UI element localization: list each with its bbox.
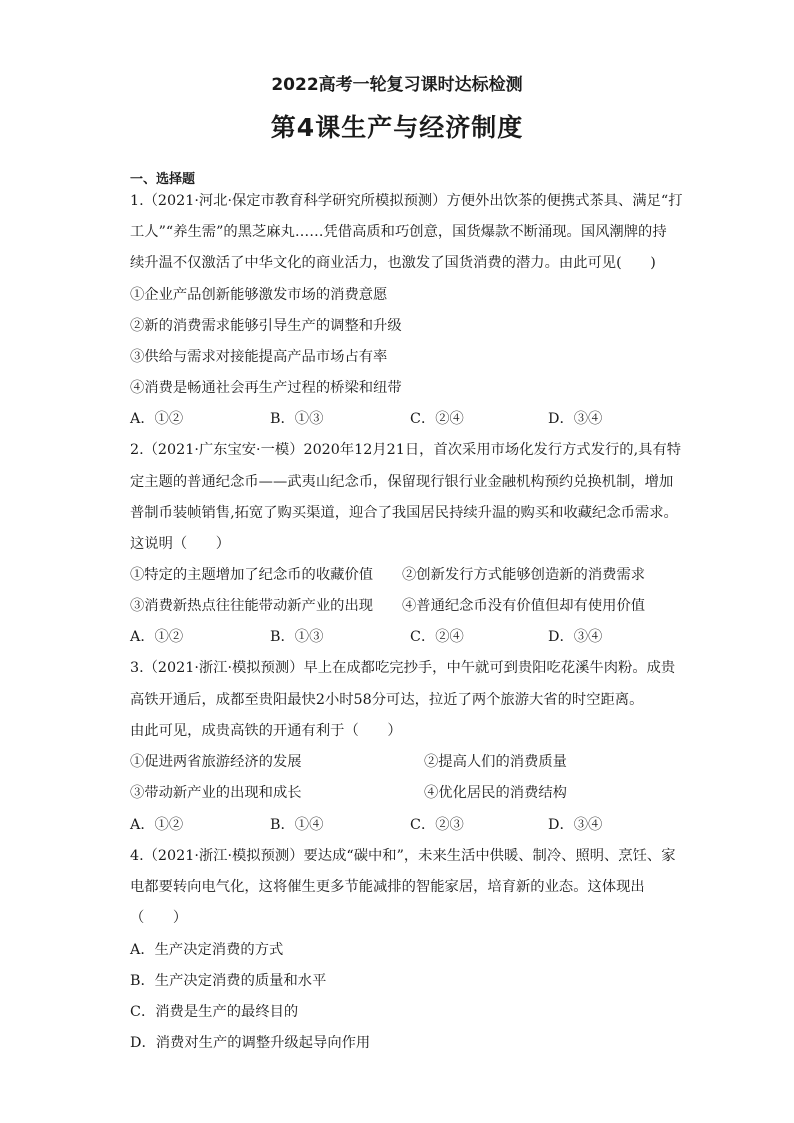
q3-option-b[interactable]: B．①④ [270, 817, 324, 833]
q3-statement-4: ④优化居民的消费结构 [424, 785, 567, 801]
q2-statement-4: ④普通纪念币没有价值但却有使用价值 [402, 598, 646, 614]
q2-option-c[interactable]: C．②④ [410, 629, 464, 645]
q1-stem-line: 工人”“养生需”的黑芝麻丸……凭借高质和巧创意，国货爆款不断涌现。国风潮牌的持 [130, 224, 667, 240]
q4-stem-line: （ ） [130, 910, 188, 926]
section-label: 一、选择题 [130, 172, 196, 187]
q1-option-d[interactable]: D．③④ [548, 411, 603, 427]
q2-stem-line: 2.（2021·广东宝安·一模）2020年12月21日，首次采用市场化发行方式发行的,具有特 [130, 442, 682, 458]
q4-option-a[interactable]: A．生产决定消费的方式 [130, 942, 284, 958]
lesson-title: 第4课生产与经济制度 [270, 113, 524, 142]
q3-stem-line: 由此可见，成贵高铁的开通有利于（ ） [130, 723, 402, 739]
q1-stem-line: 续升温不仅激活了中华文化的商业活力，也激发了国货消费的潜力。由此可见( ) [130, 255, 656, 271]
q2-option-b[interactable]: B．①③ [270, 629, 324, 645]
q2-stem-line: 这说明（ ） [130, 536, 231, 552]
q3-statement-3: ③带动新产业的出现和成长 [130, 785, 302, 801]
q1-stem-line: 1.（2021·河北·保定市教育科学研究所模拟预测）方便外出饮茶的便携式茶具、满足“打 [130, 193, 683, 209]
document-title: 2022高考一轮复习课时达标检测 [271, 75, 523, 95]
q4-option-d[interactable]: D．消费对生产的调整升级起导向作用 [130, 1035, 371, 1051]
q3-option-c[interactable]: C．②③ [410, 817, 464, 833]
q4-stem-line: 电都要转向电气化，这将催生更多节能减排的智能家居，培育新的业态。这体现出 [130, 879, 645, 895]
q4-option-c[interactable]: C．消费是生产的最终目的 [130, 1004, 299, 1020]
q1-option-a[interactable]: A．①② [130, 411, 184, 427]
q1-statement-3: ③供给与需求对接能提高产品市场占有率 [130, 349, 388, 365]
q3-stem-line: 3.（2021·浙江·模拟预测）早上在成都吃完抄手，中午就可到贵阳吃花溪牛肉粉。成贵 [130, 660, 676, 676]
q1-option-c[interactable]: C．②④ [410, 411, 464, 427]
q1-option-b[interactable]: B．①③ [270, 411, 324, 427]
q3-statement-1: ①促进两省旅游经济的发展 [130, 754, 302, 770]
q3-stem-line: 高铁开通后，成都至贵阳最快2小时58分可达，拉近了两个旅游大省的时空距离。 [130, 692, 644, 708]
q4-option-b[interactable]: B．生产决定消费的质量和水平 [130, 973, 327, 989]
q2-stem-line: 定主题的普通纪念币——武夷山纪念币，保留现行银行业金融机构预约兑换机制，增加 [130, 474, 674, 490]
q4-stem-line: 4.（2021·浙江·模拟预测）要达成“碳中和”，未来生活中供暖、制冷、照明、烹饪、家 [130, 848, 676, 864]
q1-statement-4: ④消费是畅通社会再生产过程的桥梁和纽带 [130, 380, 402, 396]
q1-statement-1: ①企业产品创新能够激发市场的消费意愿 [130, 287, 388, 303]
q2-statement-1: ①特定的主题增加了纪念币的收藏价值 [130, 567, 374, 583]
q3-option-d[interactable]: D．③④ [548, 817, 603, 833]
q2-stem-line: 普制币装帧销售,拓宽了购买渠道，迎合了我国居民持续升温的购买和收藏纪念币需求。 [130, 505, 678, 521]
q2-statement-2: ②创新发行方式能够创造新的消费需求 [402, 567, 646, 583]
q3-statement-2: ②提高人们的消费质量 [424, 754, 567, 770]
q2-option-d[interactable]: D．③④ [548, 629, 603, 645]
q2-statement-3: ③消费新热点往往能带动新产业的出现 [130, 598, 374, 614]
q2-option-a[interactable]: A．①② [130, 629, 184, 645]
q1-statement-2: ②新的消费需求能够引导生产的调整和升级 [130, 318, 402, 334]
q3-option-a[interactable]: A．①② [130, 817, 184, 833]
